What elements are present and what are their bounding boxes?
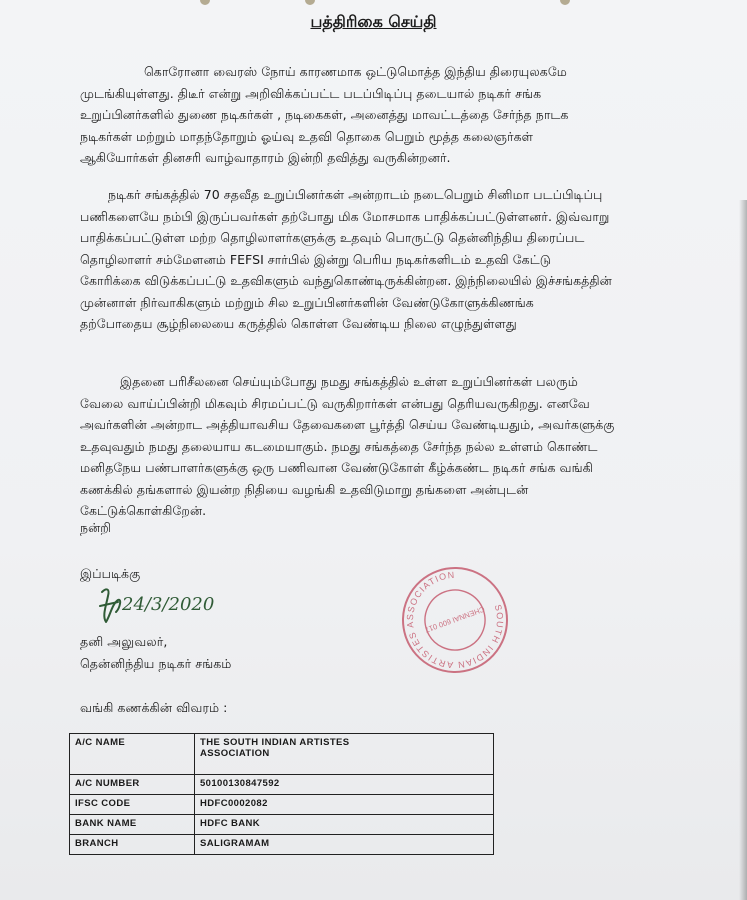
text-line: தொழிலாளர் சம்மேளனம் FEFSI சார்பில் இன்று பெரிய நடிகர்களிடம் உதவி கேட்டு — [80, 251, 551, 267]
table-row — [70, 835, 735, 855]
text-line: கணக்கில் தங்களால் இயன்ற நிதியை வழங்கி உதவிடுமாறு தங்களை அன்புடன் — [80, 481, 529, 497]
value-line: ASSOCIATION — [200, 748, 270, 759]
bank-details-table — [69, 733, 734, 855]
text-line: இதனை பரிசீலனை செய்யும்போது நமது சங்கத்தில் உள்ள உறுப்பினர்கள் பலரும் — [120, 374, 578, 389]
stamp-ring-text: SOUTH INDIAN ARTISTES ASSOCIATION — [404, 569, 506, 671]
table-key: A/C NAME — [70, 734, 195, 775]
signature-date: 24/3/2020 — [122, 594, 215, 615]
text-line: ஆகியோர்கள் தினசரி வாழ்வாதாரம் இன்றி தவித்து வருகின்றனர். — [80, 150, 451, 165]
text-line: நடிகர்கள் மற்றும் மாதந்தோறும் ஓய்வு உதவி தொகை பெறும் மூத்த கலைஞர்கள் — [80, 128, 534, 144]
paragraph-3 — [80, 371, 730, 522]
text-line: வேலை வாய்ப்பின்றி மிகவும் சிரமப்பட்டு வருகிறார்கள் என்பது தெரியவருகிறது. எனவே — [80, 395, 590, 411]
page-edge-shadow — [739, 200, 747, 900]
table-value: 50100130847592 — [195, 775, 494, 795]
table-row — [70, 815, 735, 835]
table-value: HDFC BANK — [195, 815, 494, 835]
signatory-title: தனி அலுவலர், — [80, 634, 168, 649]
table-key: BANK NAME — [70, 815, 195, 835]
text-line: நடிகர் சங்கத்தில் 70 சதவீத உறுப்பினர்கள் அன்றாடம் நடைபெறும் சினிமா படப்பிடிப்பு — [108, 187, 603, 202]
thanks-text: நன்றி — [80, 520, 112, 535]
paragraph-1 — [80, 61, 730, 169]
text-line: பணிகளையே நம்பி இருப்பவர்கள் தற்போது மிக மோசமாக பாதிக்கப்பட்டுள்ளனர். இவ்வாறு — [80, 208, 610, 224]
value-line: THE SOUTH INDIAN ARTISTES — [200, 737, 350, 748]
table-blank — [494, 775, 735, 795]
table-key: BRANCH — [70, 835, 195, 855]
table-row — [70, 795, 735, 815]
signatory-organization: தென்னிந்திய நடிகர் சங்கம் — [80, 656, 232, 671]
association-stamp — [400, 565, 510, 675]
stamp-inner-text: CHENNAI 600 017 — [423, 604, 486, 635]
table-key: A/C NUMBER — [70, 775, 195, 795]
text-line: அவர்களின் அன்றாட அத்தியாவசிய தேவைகளை பூர்த்தி செய்ய வேண்டியதும், அவர்களுக்கு — [80, 417, 615, 432]
table-row — [70, 734, 735, 775]
text-line: கொரோனா வைரஸ் நோய் காரணமாக ஒட்டுமொத்த இந்திய திரையுலகமே — [144, 64, 567, 79]
closing-text: இப்படிக்கு — [80, 566, 141, 581]
binder-marks — [0, 0, 747, 8]
text-line: பாதிக்கப்பட்டுள்ள மற்ற தொழிலாளர்களுக்கு உதவும் பொருட்டு தென்னிந்திய திரைப்பட — [80, 230, 585, 245]
bank-details-title: வங்கி கணக்கின் விவரம் : — [80, 700, 228, 715]
text-line: உதவுவதும் நமது தலையாய கடமையாகும். நமது சங்கத்தை சேர்ந்த நல்ல உள்ளம் கொண்ட — [80, 438, 598, 454]
table-value: HDFC0002082 — [195, 795, 494, 815]
table-value: SALIGRAMAM — [195, 835, 494, 855]
text-line: கோரிக்கை விடுக்கப்பட்டு உதவிகளும் வந்துகொண்டிருக்கின்றன. இந்நிலையில் இச்சங்கத்தின் — [80, 273, 612, 288]
document-title: பத்திரிகை செய்தி — [310, 12, 437, 31]
table-blank — [494, 815, 735, 835]
table-value — [195, 734, 494, 775]
text-line: முன்னாள் நிர்வாகிகளும் மற்றும் சில உறுப்பினர்களின் வேண்டுகோளுக்கிணங்க — [80, 294, 534, 310]
text-line: தற்போதைய சூழ்நிலையை கருத்தில் கொள்ள வேண்டிய நிலை எழுந்துள்ளது — [80, 316, 517, 331]
text-line: முடங்கியுள்ளது. திடீர் என்று அறிவிக்கப்பட்ட படப்பிடிப்பு தடையால் நடிகர் சங்க — [80, 85, 542, 101]
text-line: உறுப்பினர்களில் துணை நடிகர்கள் , நடிகைகள், அனைத்து மாவட்டத்தை சேர்ந்த நாடக — [80, 107, 569, 122]
table-key: IFSC CODE — [70, 795, 195, 815]
paragraph-2 — [80, 184, 730, 335]
table-blank — [494, 795, 735, 815]
handwritten-signature — [96, 582, 236, 626]
table-blank — [494, 835, 735, 855]
text-line: கேட்டுக்கொள்கிறேன். — [80, 503, 207, 518]
text-line: மனிதநேய பண்பாளர்களுக்கு ஒரு பணிவான வேண்டுகோள் கீழ்க்கண்ட நடிகர் சங்க வங்கி — [80, 460, 593, 475]
table-blank — [494, 734, 735, 775]
table-row — [70, 775, 735, 795]
